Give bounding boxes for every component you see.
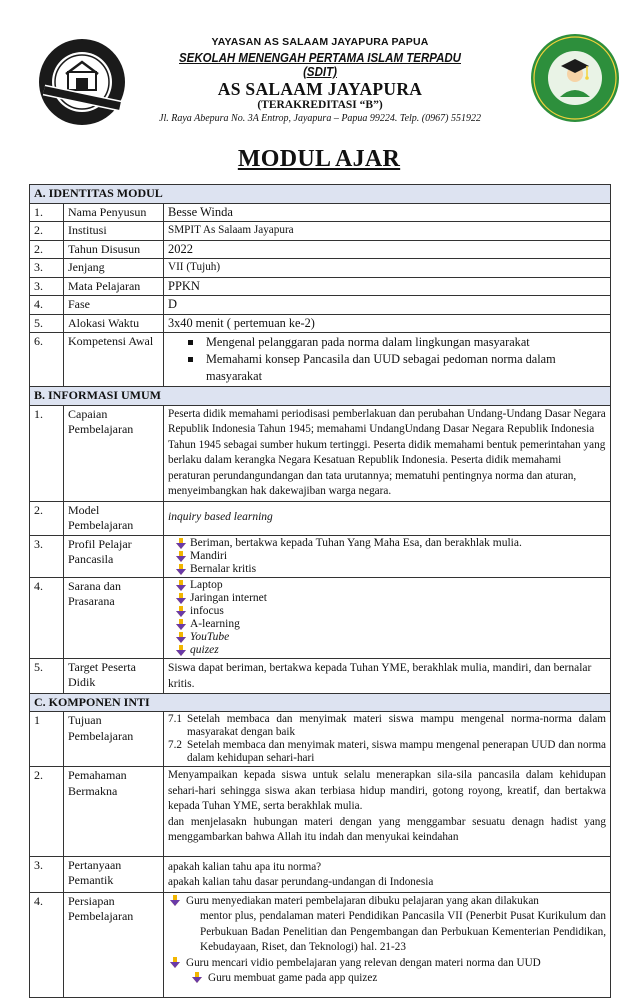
school-seal-left-icon — [38, 38, 126, 126]
tujuan-list — [168, 713, 606, 765]
arrow-bullet-icon — [176, 593, 186, 604]
school-type: SEKOLAH MENENGAH PERTAMA ISLAM TERPADU (SDIT) — [179, 51, 461, 79]
table-row: 1 Tujuan Pembelajaran 7.1 Setelah membaca dan menyimak materi siswa mampu mengenal norma-norma dalam masyarakat dengan baik 7.2 Setelah membaca dan menyimak materi, siswa mampu mengenal penerapan UUD dan norma dalam kehidupan sehari-hari — [30, 712, 611, 767]
arrow-bullet-icon — [176, 580, 186, 591]
square-bullet-icon — [188, 357, 193, 362]
table-row: 2. Tahun Disusun 2022 — [30, 240, 611, 259]
foundation-name: YAYASAN AS SALAAM JAYAPURA PAPUA — [211, 36, 429, 48]
arrow-bullet-icon — [176, 564, 186, 575]
arrow-bullet-icon — [192, 972, 202, 983]
list-item: Memahami konsep Pancasila dan UUD sebagai pedoman norma dalam masyarakat — [168, 351, 606, 385]
list-item: Guru mencari vidio pembelajaran yang relevan dengan materi norma dan UUD — [168, 956, 606, 972]
arrow-bullet-icon — [176, 619, 186, 630]
list-item: quizez — [168, 644, 606, 657]
school-name: AS SALAAM JAYAPURA — [217, 79, 423, 99]
table-row: 4. Fase D — [30, 296, 611, 315]
list-item: Mengenal pelanggaran pada norma dalam lingkungan masyarakat — [168, 334, 606, 351]
list-item: infocus — [168, 605, 606, 618]
accreditation: (TERAKREDITASI “B”) — [257, 99, 383, 111]
section-heading-identitas: A. IDENTITAS MODUL — [30, 185, 611, 204]
arrow-bullet-icon — [170, 895, 180, 906]
list-item: YouTube — [168, 631, 606, 644]
table-row: 4. Persiapan Pembelajaran Guru menyediakan materi pembelajaran dibuku pelajaran yang akan dilakukan mentor plus, pendalaman materi Pendidikan Pancasila VII (Penerbit Pusat Kurikulum dan Perbukuan Badan Penelitian dan Pengembangan dan Perbukuan Kementerian Pendidikan, Kebudayaan, Riset, dan Teknologi) hal. 21-23 Guru mencari vidio pembelajaran yang relevan dengan materi norma dan UUD Guru membuat game pada app quizez — [30, 892, 611, 997]
arrow-bullet-icon — [176, 632, 186, 643]
list-item: 7.1 Setelah membaca dan menyimak materi siswa mampu mengenal norma-norma dalam masyarakat dengan baik — [168, 713, 606, 738]
table-row: 6. Kompetensi Awal Mengenal pelanggaran pada norma dalam lingkungan masyarakat Memahami konsep Pancasila dan UUD sebagai pedoman norma dalam masyarakat — [30, 333, 611, 387]
square-bullet-icon — [188, 340, 193, 345]
page-title: MODUL AJAR — [237, 146, 401, 172]
list-item: 7.2 Setelah membaca dan menyimak materi, siswa mampu mengenal penerapan UUD dan norma dalam kehidupan sehari-hari — [168, 739, 606, 764]
school-address: Jl. Raya Abepura No. 3A Entrop, Jayapura – Papua 99224. Telp. (0967) 551922 — [159, 113, 481, 124]
arrow-bullet-icon — [176, 645, 186, 656]
table-row: 3. Jenjang VII (Tujuh) — [30, 259, 611, 278]
list-item: Mandiri — [168, 550, 606, 563]
kompetensi-list — [168, 334, 606, 385]
table-row: 4. Sarana dan Prasarana Laptop Jaringan internet infocus A-learning YouTube quizez — [30, 577, 611, 658]
list-item: Guru membuat game pada app quizez — [168, 971, 606, 987]
table-row: 3. Mata Pelajaran PPKN — [30, 277, 611, 296]
arrow-bullet-icon — [170, 957, 180, 968]
profil-list — [168, 537, 606, 576]
table-row: 3. Pertanyaan Pemantik apakah kalian tahu apa itu norma? apakah kalian tahu dasar perundang-undangan di Indonesia — [30, 856, 611, 892]
modul-ajar-table — [29, 184, 611, 998]
list-item: Beriman, bertakwa kepada Tuhan Yang Maha Esa, dan berakhlak mulia. — [168, 537, 606, 550]
table-row: 3. Profil Pelajar Pancasila Beriman, bertakwa kepada Tuhan Yang Maha Esa, dan berakhlak mulia. Mandiri Bernalar kritis — [30, 535, 611, 577]
table-row: 1. Capaian Pembelajaran Peserta didik memahami periodisasi pemberlakuan dan perubahan Undang-Undang Dasar Negara Republik Indonesia Tahun 1945; memahami UndangUndang Dasar Negara Republik Indonesia Tahun 1945 sebagai sumber hukum tertinggi. Peserta didik memahami bentuk pemerintahan yang berlaku dalam kerangka Negara Kesatuan Republik Indonesia. Peserta didik memahami peraturan perundangundangan dan tata urutannya; mematuhi pentingnya norma dan aturan, menyeimbangkan hak dakewajiban warga negara. — [30, 405, 611, 501]
table-row: 2. Pemahaman Bermakna Menyampaikan kepada siswa untuk selalu menerapkan sila-sila pancasila dalam kehidupan sehari-hari sehingga siswa akan terbiasa hidup mandiri, gotong royong, kreatif, dan bertakwa kepada Tuhan YME, serta berakhlak mulia. dan menjelasakn hubungan materi dengan yang menggambar sesuatu denagn hadist yang menggambarkan bahwa Allah itu indah dan menyukai keindahan — [30, 767, 611, 857]
list-item: Bernalar kritis — [168, 563, 606, 576]
arrow-bullet-icon — [176, 538, 186, 549]
list-item: Guru menyediakan materi pembelajaran dibuku pelajaran yang akan dilakukan — [168, 894, 606, 910]
table-row: 2. Institusi SMPIT As Salaam Jayapura — [30, 222, 611, 241]
school-seal-right-icon — [530, 33, 620, 123]
table-row: 2. Model Pembelajaran inquiry based learning — [30, 501, 611, 535]
sarana-list — [168, 579, 606, 657]
section-heading-informasi: B. INFORMASI UMUM — [30, 387, 611, 406]
school-letterhead — [0, 0, 638, 130]
table-row: 1. Nama Penyusun Besse Winda — [30, 203, 611, 222]
table-row: 5. Alokasi Waktu 3x40 menit ( pertemuan ke-2) — [30, 314, 611, 333]
section-heading-komponen: C. KOMPONEN INTI — [30, 693, 611, 712]
table-row: 5. Target Peserta Didik Siswa dapat beriman, bertakwa kepada Tuhan YME, berakhlak mulia, mandiri, dan bernalar kritis. — [30, 658, 611, 693]
arrow-bullet-icon — [176, 551, 186, 562]
list-item: A-learning — [168, 618, 606, 631]
list-item: Jaringan internet — [168, 592, 606, 605]
list-item: Laptop — [168, 579, 606, 592]
arrow-bullet-icon — [176, 606, 186, 617]
